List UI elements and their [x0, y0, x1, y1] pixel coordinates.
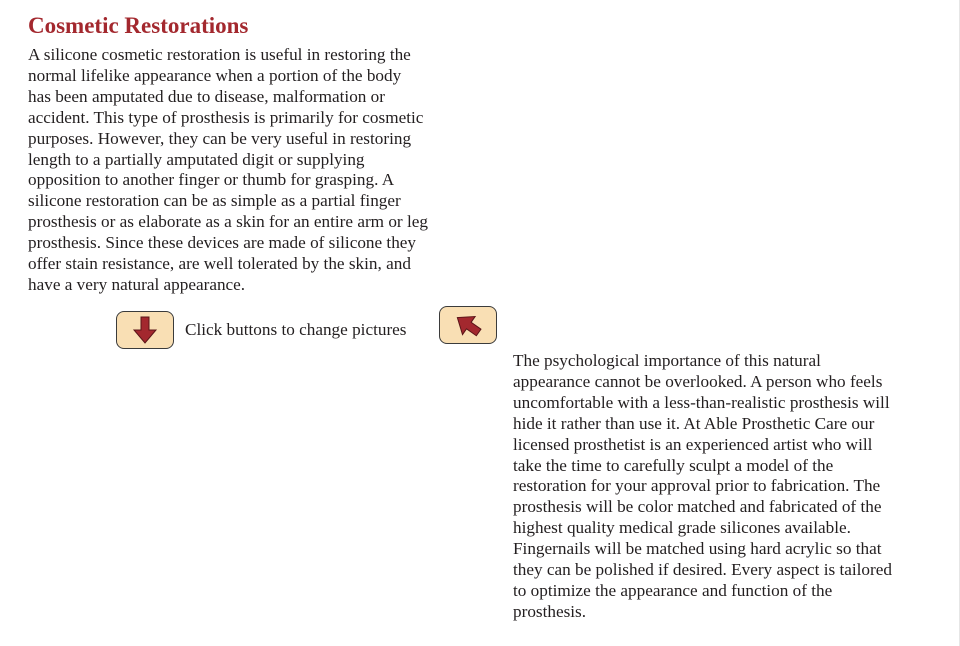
intro-paragraph: A silicone cosmetic restoration is useful in restoring the normal lifelike appearance when a portion of the body has been amputated due to disease, malformation or accident. This type of prosthesis is primarily for cosmetic purposes. However, they can be very useful in restoring length to a partially amputated digit or supplying opposition to another finger or thumb for grasping. A silicone restoration can be as simple as a partial finger prosthesis or as elaborate as a skin for an entire arm or leg prosthesis. Since these devices are made of silicone they offer stain resistance, are well tolerated by the skin, and have a very natural appearance.: [28, 45, 428, 294]
arrow-up-right-icon: [452, 310, 484, 340]
arrow-down-icon: [130, 315, 160, 345]
detail-paragraph: The psychological importance of this natural appearance cannot be overlooked. A person who feels uncomfortable with a less-than-realistic prosthesis will hide it rather than use it. At Able Prosthetic Care our licensed prosthetist is an experienced artist who will take the time to carefully sculpt a model of the restoration for your approval prior to fabrication. The prosthesis will be color matched and fabricated of the highest quality medical grade silicones available. Fingernails will be matched using hard acrylic so that they can be polished if desired. Every aspect is tailored to optimize the appearance and function of the prosthesis.: [513, 351, 892, 621]
previous-picture-button[interactable]: [116, 311, 174, 349]
picture-nav-caption: Click buttons to change pictures: [185, 320, 407, 339]
next-picture-button[interactable]: [439, 306, 497, 344]
page-title: Cosmetic Restorations: [28, 13, 249, 38]
